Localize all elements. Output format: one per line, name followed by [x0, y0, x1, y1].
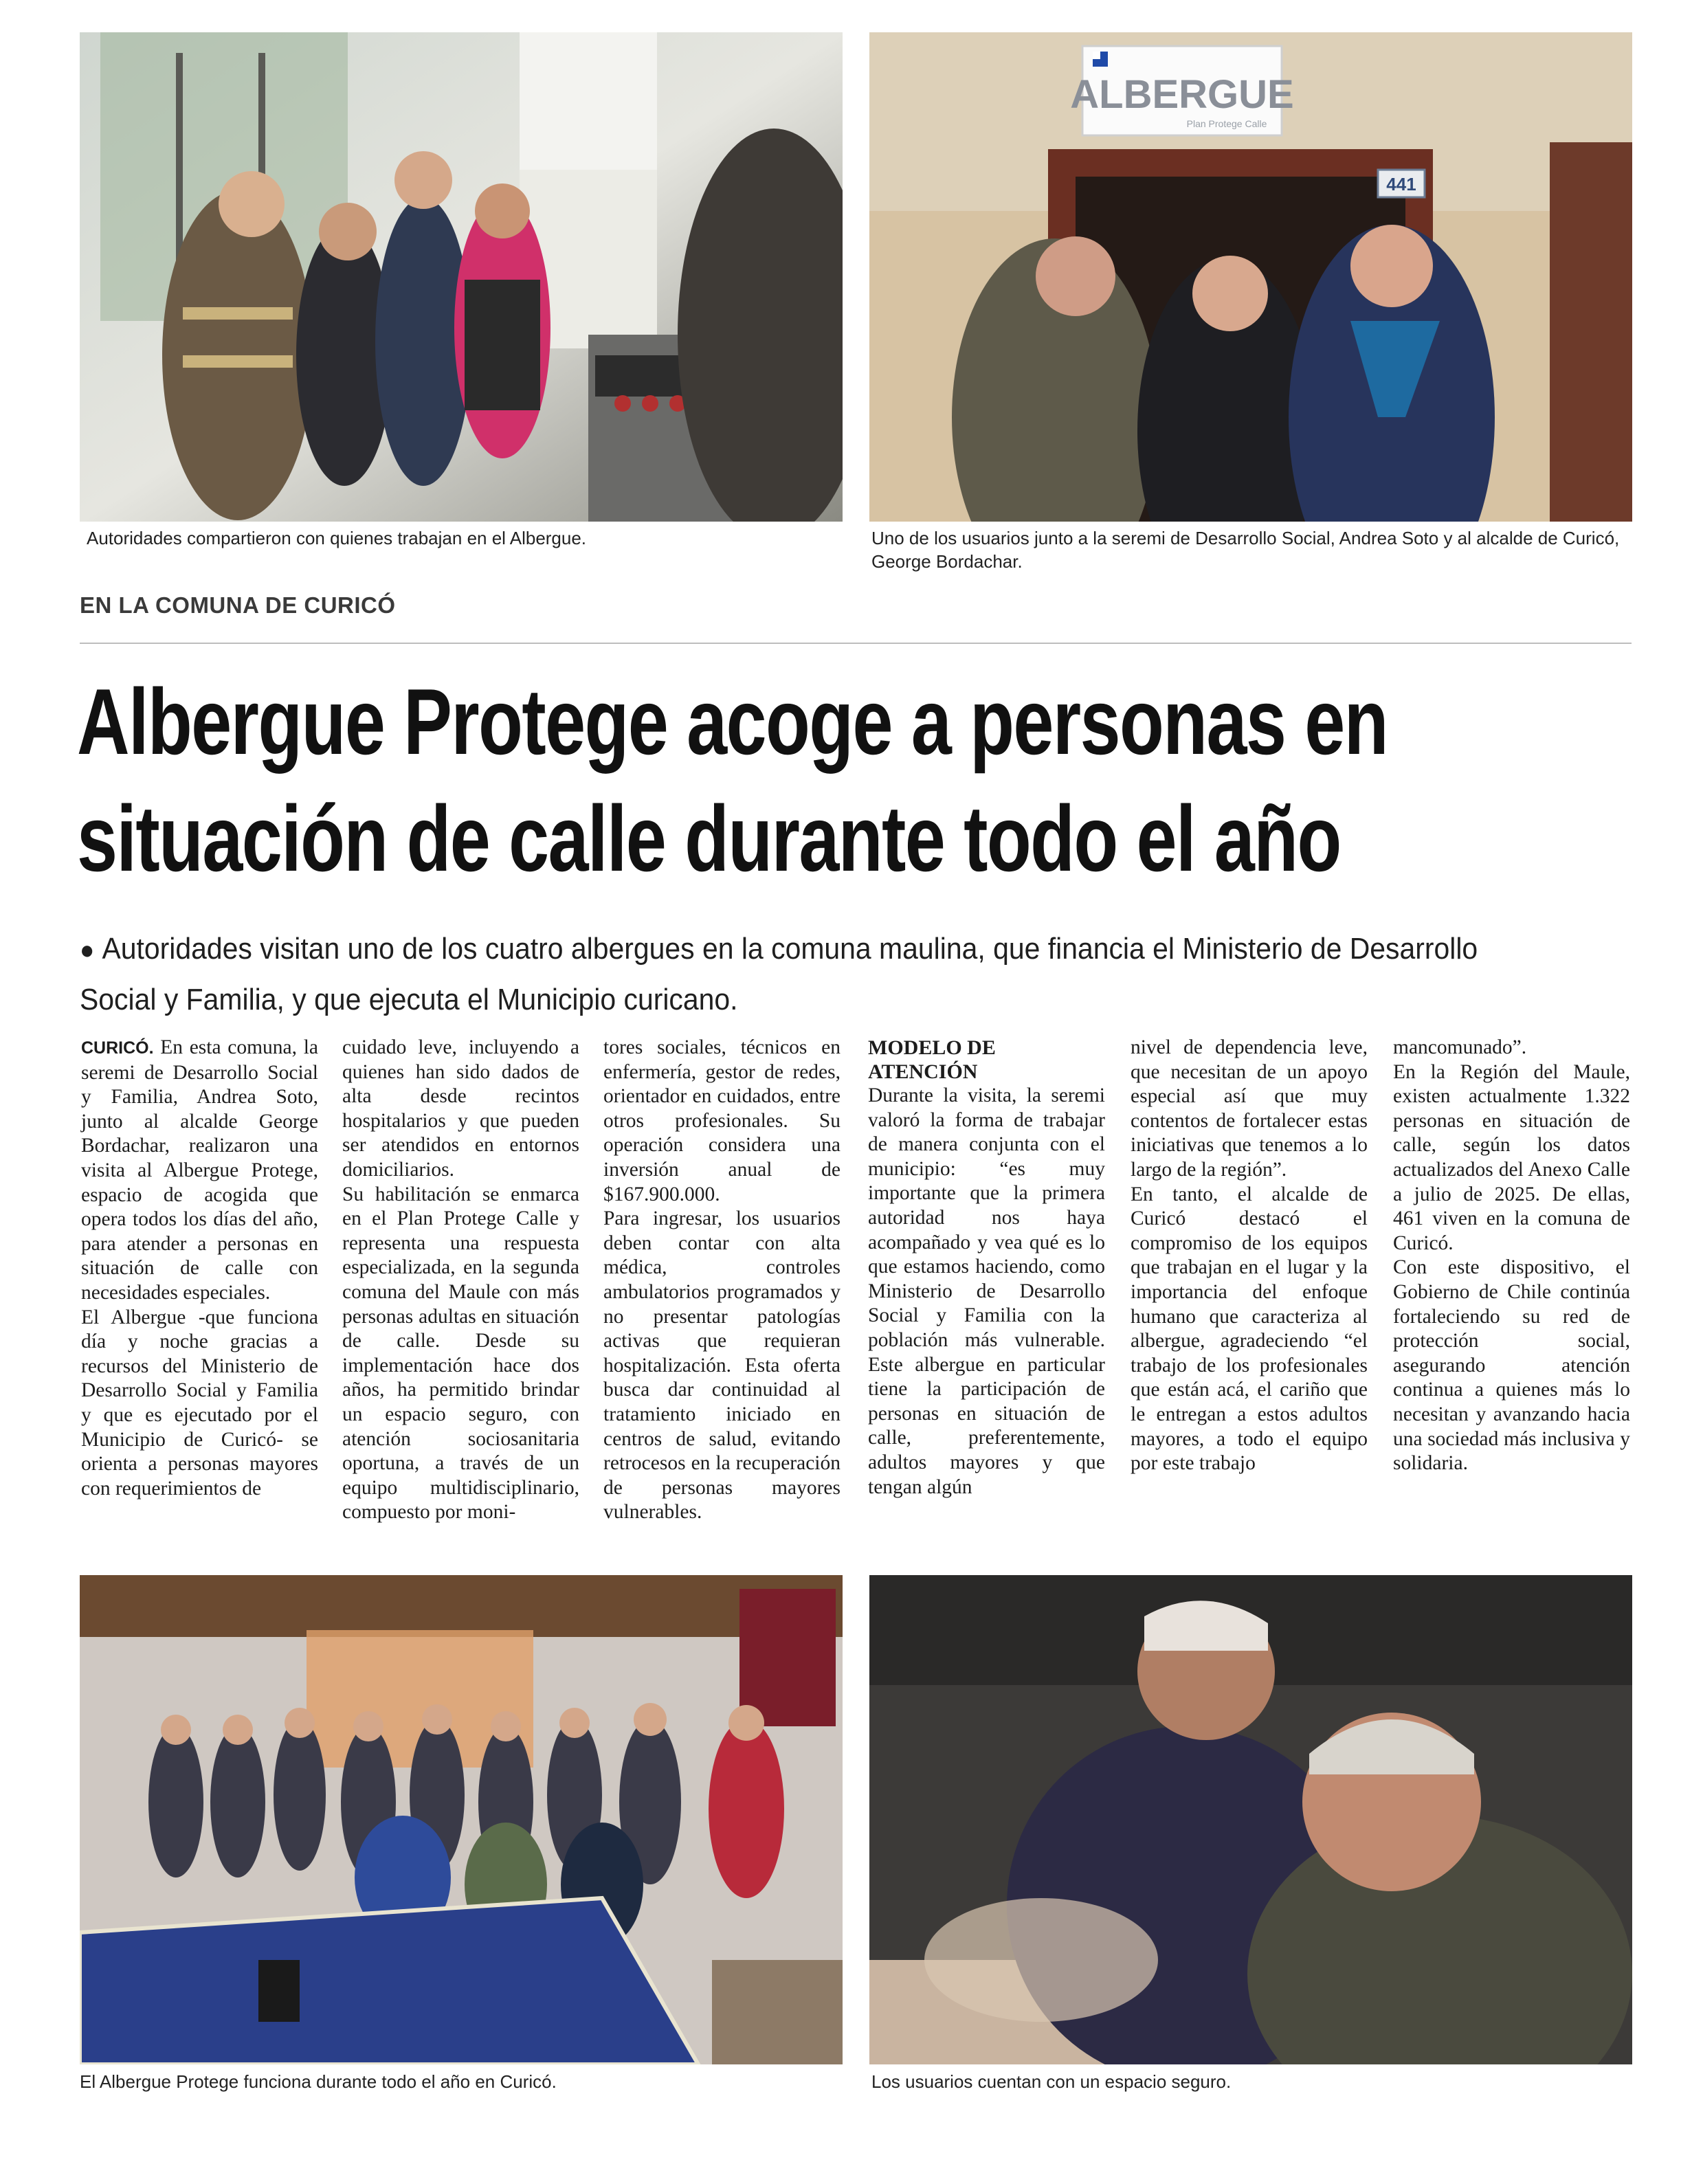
body-column-6	[1393, 1036, 1630, 1476]
col2-paragraph-1: cuidado leve, incluyendo a quienes han sido dados de alta desde recintos hospitalarios y que pueden ser atendidos en entornos domiciliarios.	[342, 1036, 579, 1181]
col6-paragraph-1: mancomunado”.	[1393, 1036, 1527, 1058]
caption-users: Los usuarios cuentan con un espacio seguro.	[871, 2071, 1232, 2092]
col6-paragraph-2: En la Región del Maule, existen actualmente 1.322 personas en situación de calle, según los datos actualizados del Anexo Calle a julio de 2025. De ellas, 461 viven en la comuna de Curicó.	[1393, 1060, 1630, 1254]
body-column-5	[1131, 1036, 1368, 1476]
deck	[80, 924, 1531, 1025]
subhead-modelo: MODELO DE ATENCIÓN	[868, 1036, 996, 1083]
bullet-icon: ●	[80, 936, 95, 965]
col2-paragraph-2: Su habilitación se enmarca en el Plan Protege Calle y representa una respuesta especializada, en la segunda comuna del Maule con más personas adultas en situación de calle. Desde su implementación hace dos años, ha permitido brindar un espacio seguro, con atención sociosanitaria oportuna, a través de un equipo multidisciplinario, compuesto por moni-	[342, 1183, 579, 1524]
body-column-3	[603, 1036, 841, 1525]
section-kicker: EN LA COMUNA DE CURICÓ	[80, 592, 396, 618]
door-number: 441	[1386, 174, 1416, 194]
dateline: CURICÓ.	[81, 1038, 154, 1058]
sign-text: ALBERGUE	[1070, 72, 1294, 117]
photo-users	[869, 1575, 1632, 2064]
deck-text: Autoridades visitan uno de los cuatro albergues en la comuna maulina, que financia el Ministerio de Desarrollo Social y Familia, y que ejecuta el Municipio curicano.	[80, 932, 1478, 1016]
body-column-1	[81, 1036, 318, 1501]
section-rule	[80, 643, 1632, 644]
col5-paragraph-1: nivel de dependencia leve, que necesitan de un apoyo especial así que muy contentos de fortalecer estas iniciativas que tenemos a lo largo de la región”.	[1131, 1036, 1368, 1181]
headline	[77, 663, 1388, 897]
col4-paragraph-1: Durante la visita, la seremi valoró la forma de trabajar de manera conjunta con el municipio: “es muy importante que la primera autoridad nos haya acompañado y vea qué es lo que estamos haciendo, como Ministerio de Desarrollo Social y Familia con la población más vulnerable. Este albergue en particular tiene la participación de personas en situación de calle, preferentemente, adultos mayores y que tengan algún	[868, 1084, 1105, 1498]
col3-paragraph-2: Para ingresar, los usuarios deben contar con alta médica, controles ambulatorios programados y no presentar patologías activas que requieran hospitalización. Esta oferta busca dar continuidad al tratamiento iniciado en centros de salud, evitando retrocesos en la recuperación de personas mayores vulnerables.	[603, 1207, 841, 1524]
headline-line-1: Albergue Protege acoge a personas en	[77, 669, 1388, 774]
caption-entrance: Uno de los usuarios junto a la seremi de Desarrollo Social, Andrea Soto y al alcalde de Curicó, George Bordachar.	[871, 528, 1620, 572]
col3-paragraph-1: tores sociales, técnicos en enfermería, gestor de redes, orientador en cuidados, entre otros profesionales. Su operación considera una inversión anual de $167.900.000.	[603, 1036, 841, 1205]
headline-line-2: situación de calle durante todo el año	[77, 786, 1341, 891]
sign-subtext: Plan Protege Calle	[1186, 118, 1267, 129]
body-column-2	[342, 1036, 579, 1525]
caption-kitchen: Autoridades compartieron con quienes trabajan en el Albergue.	[87, 528, 587, 548]
photo-entrance	[869, 32, 1632, 522]
col5-paragraph-2: En tanto, el alcalde de Curicó destacó el compromiso de los equipos que trabajan en el lugar y la importancia del enfoque humano que caracteriza al albergue, agradeciendo “el trabajo de los profesionales que están acá, el cariño que le entregan a estos adultos mayores, a todo el equipo por este trabajo	[1131, 1183, 1368, 1475]
photo-group	[80, 1575, 843, 2064]
photo-kitchen	[80, 32, 843, 522]
caption-group: El Albergue Protege funciona durante todo el año en Curicó.	[80, 2071, 557, 2092]
col6-paragraph-3: Con este dispositivo, el Gobierno de Chile continúa fortaleciendo su red de protección social, asegurando atención continua a quienes más lo necesitan y avanzando hacia una sociedad más inclusiva y solidaria.	[1393, 1256, 1630, 1475]
body-column-4	[868, 1036, 1105, 1500]
col1-paragraph-1: En esta comuna, la seremi de Desarrollo Social y Familia, Andrea Soto, junto al alcalde George Bordachar, realizaron una visita al Albergue Protege, espacio de acogida que opera todos los días del año, para atender a personas en situación de calle con necesidades especiales.	[81, 1036, 318, 1304]
col1-paragraph-2: El Albergue -que funciona día y noche gracias a recursos del Ministerio de Desarrollo Social y Familia y que es ejecutado por el Municipio de Curicó- se orienta a personas mayores con requerimientos de	[81, 1306, 318, 1500]
